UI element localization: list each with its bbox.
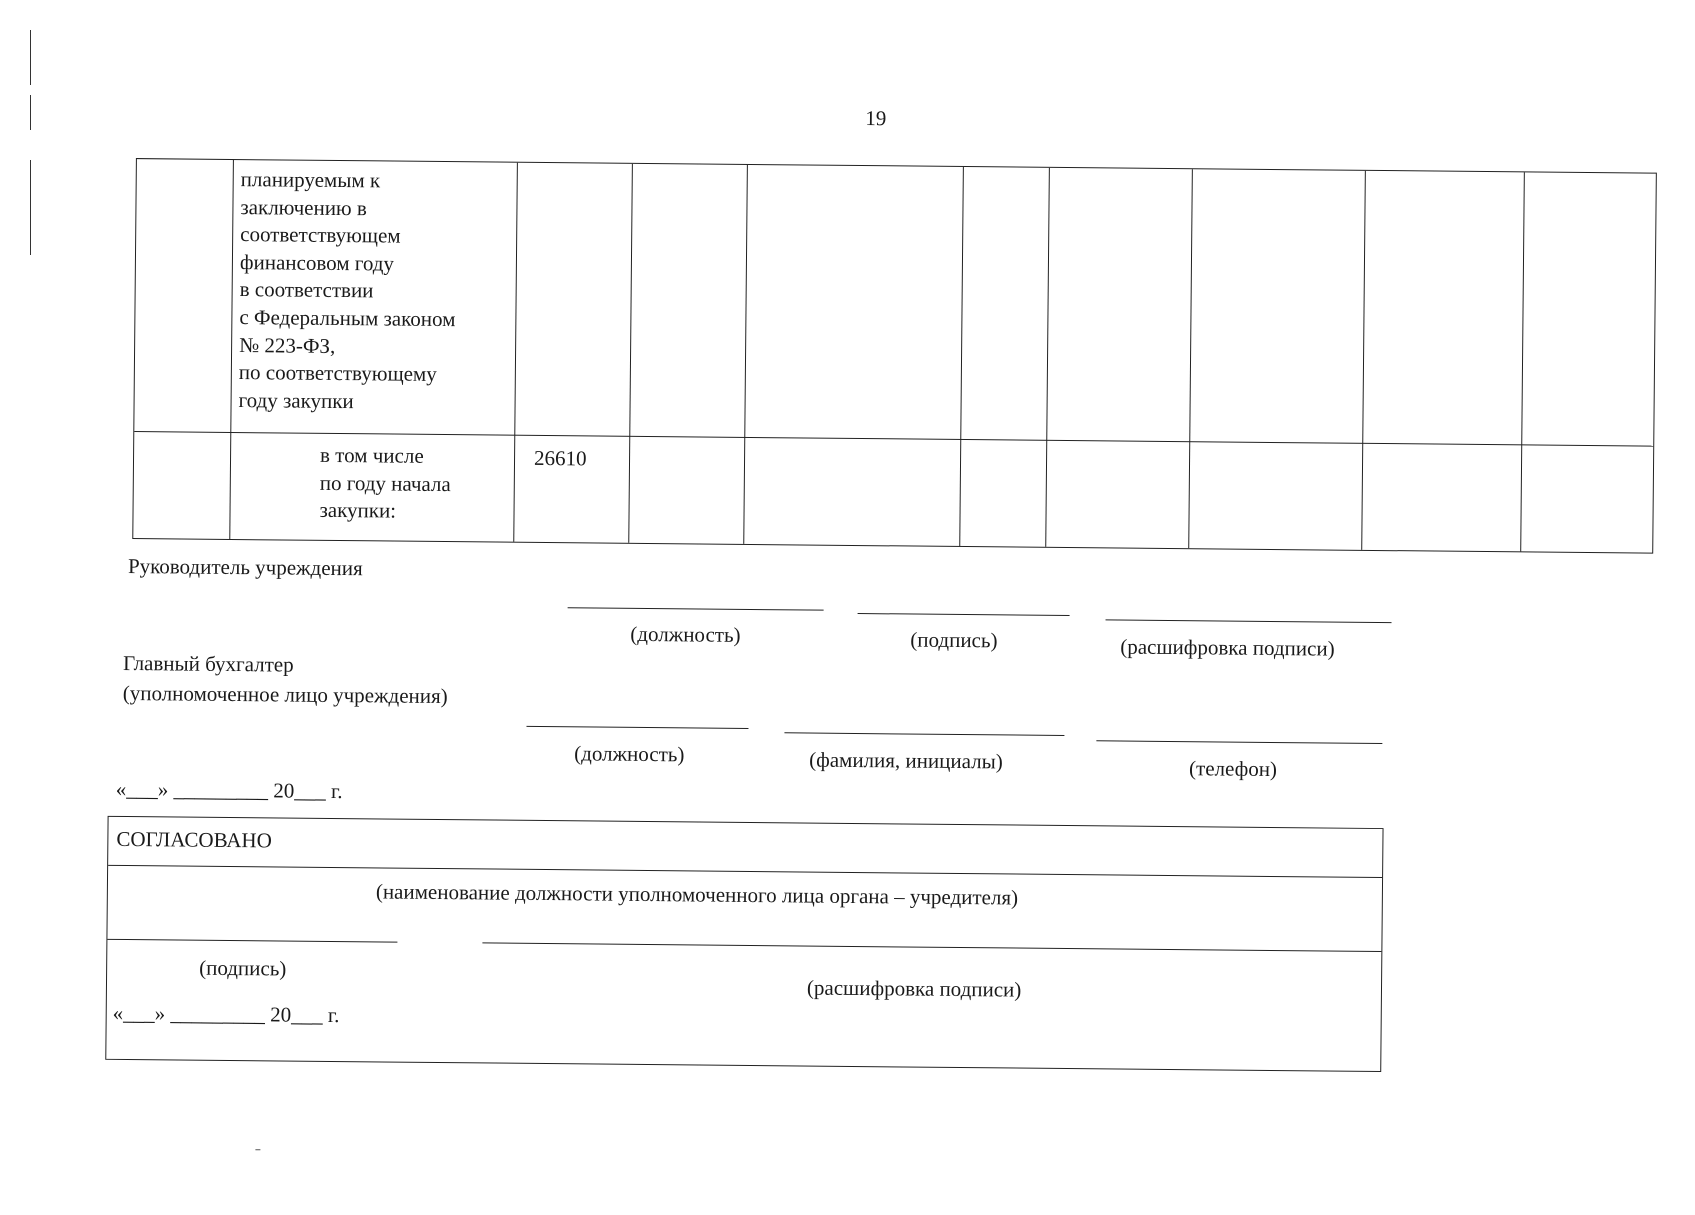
agreed-box [105, 816, 1383, 1072]
row1-description [238, 166, 456, 416]
head-decode-line[interactable] [1106, 619, 1392, 623]
head-label: Руководитель учреждения [127, 554, 363, 581]
accountant-name-caption: (фамилия, инициалы) [809, 747, 1003, 774]
head-decode-caption: (расшифровка подписи) [1120, 634, 1335, 661]
column-divider [1520, 172, 1525, 551]
column-divider [1045, 168, 1050, 547]
accountant-phone-caption: (телефон) [1188, 756, 1278, 782]
procurement-table [132, 158, 1657, 554]
agreed-position-line[interactable] [108, 865, 1382, 878]
column-divider [1361, 171, 1366, 550]
row1-line: № 223-ФЗ, [239, 332, 336, 358]
column-divider [229, 160, 234, 539]
agreed-position-caption: (наименование должности уполномоченного лица органа – учредителя) [375, 879, 1019, 910]
row2-line: в том числе [319, 442, 424, 468]
row1-line: финансовом году [239, 249, 395, 276]
head-signature-line[interactable] [858, 613, 1070, 616]
agreed-decode-line[interactable] [482, 942, 1381, 952]
column-divider [743, 165, 748, 544]
accountant-sublabel: (уполномоченное лицо учреждения) [122, 680, 448, 709]
row2-code: 26610 [533, 445, 587, 471]
row1-line: соответствующем [240, 222, 401, 248]
agreed-decode-caption: (расшифровка подписи) [806, 975, 1022, 1002]
row1-line: году закупки [238, 387, 354, 413]
agreed-date-line[interactable]: «___» _________ 20___ г. [112, 1000, 340, 1028]
row2-description [319, 442, 451, 526]
head-signature-caption: (подпись) [910, 627, 998, 653]
accountant-position-line[interactable] [526, 726, 748, 729]
accountant-name-line[interactable] [784, 732, 1064, 736]
accountant-position-caption: (должность) [574, 741, 685, 767]
page-number: 19 [865, 106, 887, 131]
head-position-line[interactable] [568, 607, 824, 610]
column-divider [513, 163, 518, 542]
head-position-caption: (должность) [630, 621, 741, 647]
row1-line: с Федеральным законом [239, 305, 456, 332]
column-divider [959, 167, 964, 546]
date-line[interactable]: «___» _________ 20___ г. [115, 776, 343, 804]
accountant-phone-line[interactable] [1096, 740, 1382, 744]
column-divider [628, 164, 633, 543]
row1-line: в соответствии [239, 277, 374, 303]
row1-line: заключению в [240, 194, 367, 220]
row2-line: по году начала [319, 470, 451, 496]
row1-line: планируемым к [240, 167, 381, 193]
scan-mark [255, 1149, 260, 1150]
column-divider [1188, 169, 1193, 548]
accountant-label: Главный бухгалтер [122, 650, 294, 677]
agreed-title: СОГЛАСОВАНО [116, 826, 272, 853]
agreed-signature-caption: (подпись) [199, 955, 287, 981]
row1-line: по соответствующему [238, 360, 437, 387]
row2-line: закупки: [319, 498, 397, 523]
agreed-signature-line[interactable] [107, 939, 397, 943]
